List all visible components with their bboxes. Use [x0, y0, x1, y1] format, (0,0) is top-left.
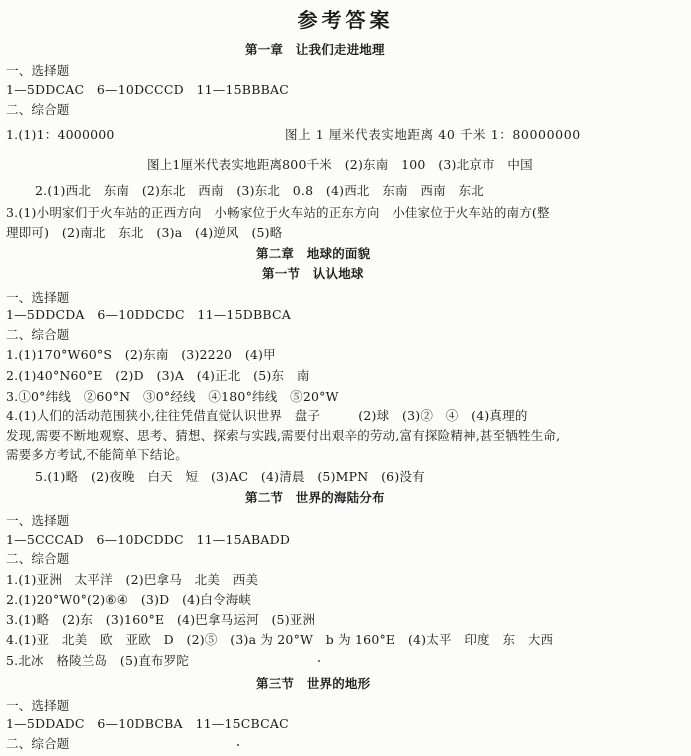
- ch1-q1-line1: 1.(1)1：4000000: [6, 127, 115, 142]
- ch2-s1-mc-answers: 1—5DDCDA 6—10DDCDC 11—15DBBCA: [6, 307, 291, 322]
- ch2-s1-mc-label: 一、选择题: [6, 290, 70, 305]
- ch2-s2-q2: 2.(1)20°W0°(2)⑥④ (3)D (4)白令海峡: [6, 592, 252, 607]
- ch2-section1-heading: 第一节 认认地球: [262, 266, 364, 281]
- ch2-s1-q4-line3: 需要多方考试,不能简单下结论。: [6, 447, 188, 462]
- ch2-s1-q4-line2: 发现,需要不断地观察、思考、猜想、探索与实践,需要付出艰辛的劳动,富有探险精神,甚至牺牲生命,: [6, 428, 561, 443]
- ch2-section2-heading: 第二节 世界的海陆分布: [245, 490, 385, 505]
- ch2-s3-mc-answers: 1—5DDADC 6—10DBCBA 11—15CBCAC: [6, 716, 289, 731]
- page-title: 参考答案: [297, 8, 394, 32]
- ch1-mc-answers: 1—5DDCAC 6—10DCCCD 11—15BBBAC: [6, 82, 289, 97]
- ch2-s2-comp-label: 二、综合题: [6, 551, 70, 566]
- ch2-s1-q1: 1.(1)170°W60°S (2)东南 (3)2220 (4)甲: [6, 347, 276, 362]
- ch2-s1-q3: 3.①0°纬线 ②60°N ③0°经线 ④180°纬线 ⑤20°W: [6, 389, 339, 404]
- ch1-mc-label: 一、选择题: [6, 63, 70, 78]
- scan-speck: [237, 744, 239, 746]
- ch1-comp-label: 二、综合题: [6, 102, 70, 117]
- ch1-q3-line2: 理即可) (2)南北 东北 (3)a (4)逆风 (5)略: [6, 225, 283, 240]
- ch2-s2-q4: 4.(1)亚 北美 欧 亚欧 D (2)⑤ (3)a 为 20°W b 为 160°E (4)太平 印度 东 大西: [6, 632, 554, 647]
- ch2-s2-q5: 5.北冰 格陵兰岛 (5)直布罗陀: [6, 653, 190, 668]
- scan-speck: [318, 660, 320, 662]
- ch2-s2-mc-label: 一、选择题: [6, 513, 70, 528]
- ch2-section3-heading: 第三节 世界的地形: [256, 676, 371, 691]
- chapter-2-heading: 第二章 地球的面貌: [256, 246, 371, 261]
- ch1-q2: 2.(1)西北 东南 (2)东北 西南 (3)东北 0.8 (4)西北 东南 西南 东北: [35, 183, 484, 198]
- ch1-q3-line1: 3.(1)小明家们于火车站的正西方向 小畅家位于火车站的正东方向 小佳家位于火车站的南方(整: [6, 205, 550, 220]
- ch2-s2-q3: 3.(1)略 (2)东 (3)160°E (4)巴拿马运河 (5)亚洲: [6, 612, 316, 627]
- chapter-1-heading: 第一章 让我们走进地理: [245, 42, 385, 57]
- ch2-s1-q2: 2.(1)40°N60°E (2)D (3)A (4)正北 (5)东 南: [6, 368, 310, 383]
- ch2-s1-comp-label: 二、综合题: [6, 327, 70, 342]
- ch2-s2-mc-answers: 1—5CCCAD 6—10DCDDC 11—15ABADD: [6, 532, 291, 547]
- ch2-s3-mc-label: 一、选择题: [6, 698, 70, 713]
- ch1-q1-line3: 图上1厘米代表实地距离800千米 (2)东南 100 (3)北京市 中国: [147, 157, 533, 172]
- ch2-s2-q1: 1.(1)亚洲 太平洋 (2)巴拿马 北美 西美: [6, 572, 259, 587]
- ch1-q1-line2: 图上 1 厘米代表实地距离 40 千米 1：80000000: [285, 127, 581, 142]
- ch2-s3-comp-label: 二、综合题: [6, 736, 70, 751]
- ch2-s1-q4-line1: 4.(1)人们的活动范围狭小,往往凭借直觉认识世界 盘子 (2)球 (3)② ④ (4)真理的: [6, 408, 528, 423]
- ch2-s1-q5: 5.(1)略 (2)夜晚 白天 短 (3)AC (4)清晨 (5)MPN (6)没有: [35, 469, 425, 484]
